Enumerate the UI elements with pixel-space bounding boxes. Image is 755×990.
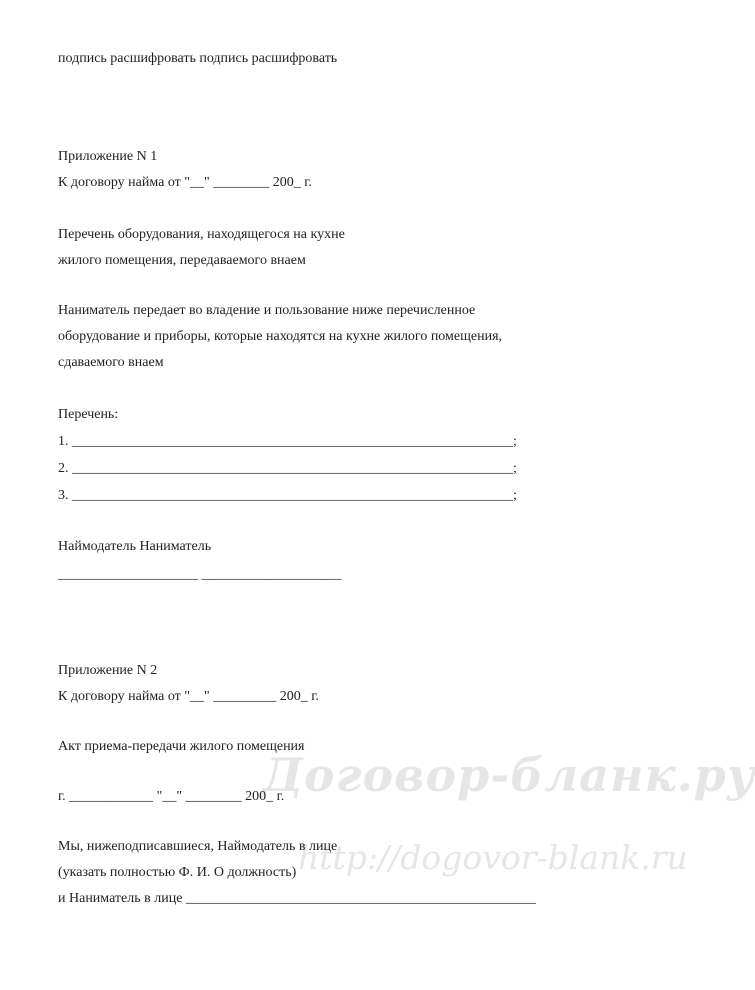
list-item-1: 1. _______________________________________________________________; bbox=[58, 434, 517, 449]
parties-captions: Наймодатель Наниматель bbox=[58, 539, 212, 554]
act-title: Акт приема-передачи жилого помещения bbox=[58, 739, 305, 754]
watermark-brand: Договор-бланк.ру bbox=[262, 748, 755, 802]
appendix-2-title: Приложение N 2 bbox=[58, 663, 158, 678]
appendix-1-title: Приложение N 1 bbox=[58, 149, 158, 164]
transfer-text-line-1: Наниматель передает во владение и пользование ниже перечисленное bbox=[58, 303, 476, 318]
transfer-text-line-2: оборудование и приборы, которые находятся на кухне жилого помещения, bbox=[58, 329, 503, 344]
undersigned-text: Мы, нижеподписавшиеся, Наймодатель в лице bbox=[58, 839, 338, 854]
tenant-line: и Наниматель в лице __________________________________________________ bbox=[58, 891, 536, 906]
list-item-2: 2. _______________________________________________________________; bbox=[58, 461, 517, 476]
parties-signature-lines: ____________________ ____________________ bbox=[58, 567, 342, 582]
transfer-text-line-3: сдаваемого внаем bbox=[58, 355, 164, 370]
list-item-3: 3. _______________________________________________________________; bbox=[58, 488, 517, 503]
equipment-list-heading-line-2: жилого помещения, передаваемого внаем bbox=[58, 253, 306, 268]
place-date-line: г. ____________ "__" ________ 200_ г. bbox=[58, 789, 285, 804]
equipment-list-heading-line-1: Перечень оборудования, находящегося на кухне bbox=[58, 227, 345, 242]
appendix-2-contract-ref: К договору найма от "__" _________ 200_ г. bbox=[58, 689, 319, 704]
watermark-url: http://dogovor-blank.ru bbox=[298, 838, 688, 877]
signature-captions: подпись расшифровать подпись расшифровать bbox=[58, 51, 338, 66]
full-name-note: (указать полностью Ф. И. О должность) bbox=[58, 865, 297, 880]
list-label: Перечень: bbox=[58, 407, 119, 422]
appendix-1-contract-ref: К договору найма от "__" ________ 200_ г. bbox=[58, 175, 312, 190]
